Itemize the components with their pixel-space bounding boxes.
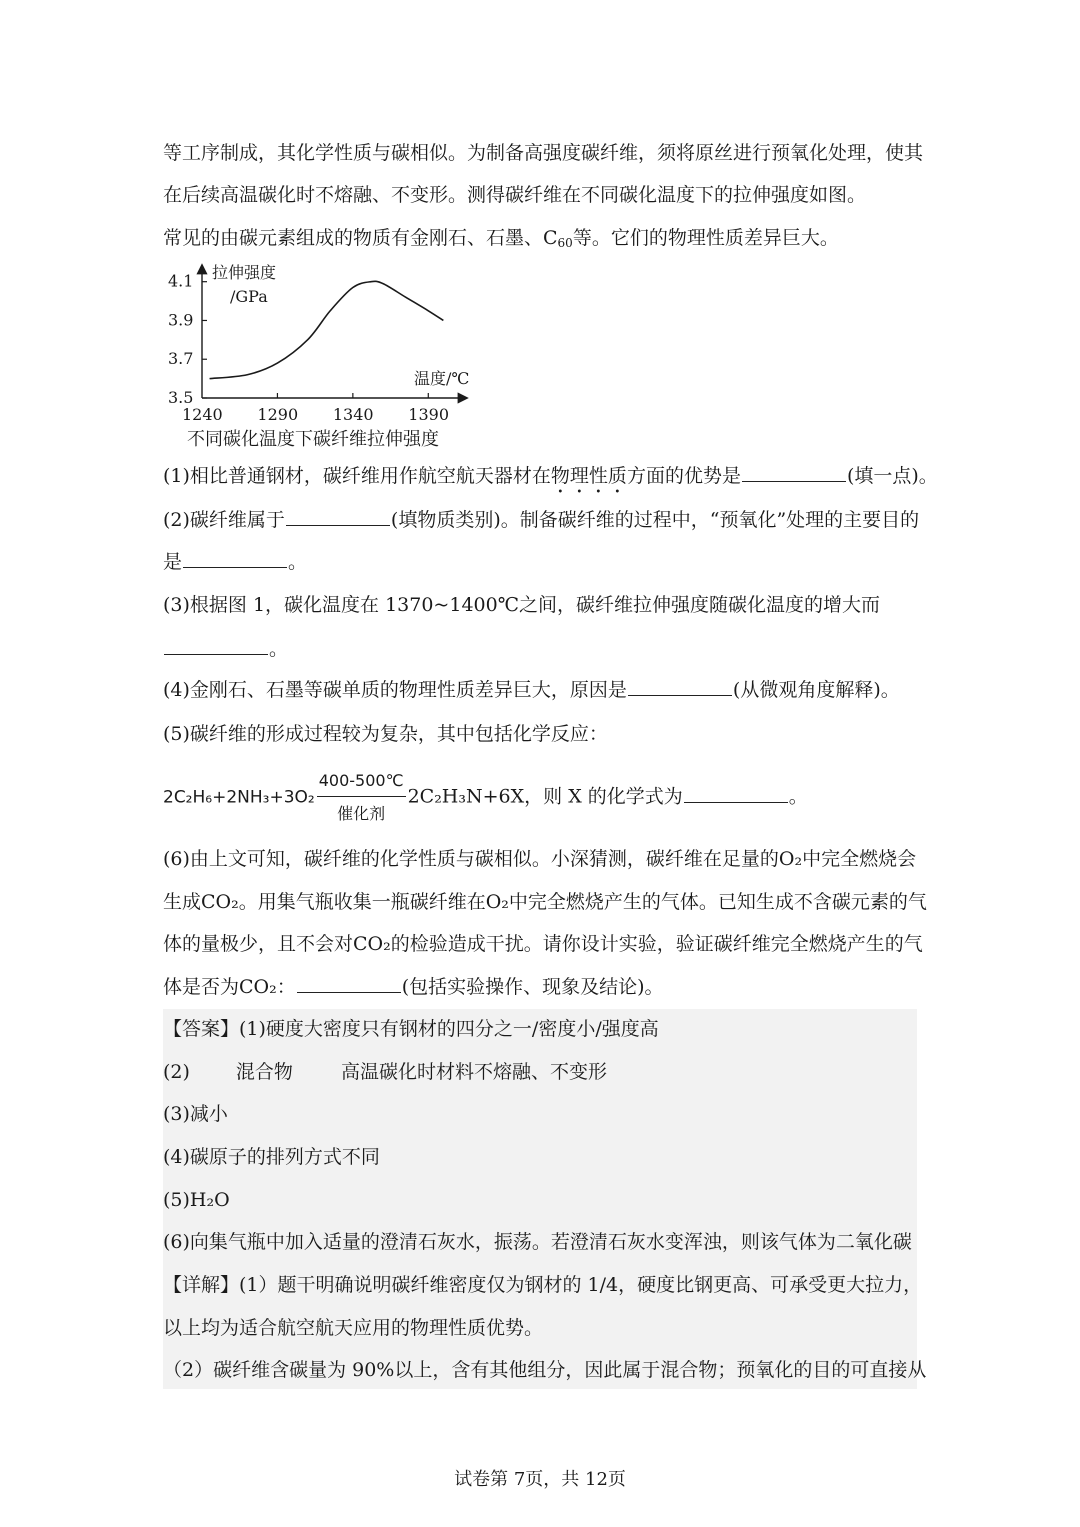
answer-blank[interactable] (742, 463, 846, 482)
intro-line-3: 常见的由碳元素组成的物质有金刚石、石墨、$C_{60}$等。它们的物理性质差异巨大。 (163, 227, 839, 250)
question-2: (2)碳纤维属于 (填物质类别)。制备碳纤维的过程中，“预氧化”处理的主要目的 (163, 509, 920, 531)
x-tick-label: 1290 (257, 405, 299, 424)
question-6-line-3: 体的量极少，且不会对CO₂的检验造成干扰。请你设计实验，验证碳纤维完全燃烧产生的气 (163, 933, 923, 955)
question-3-cont: 。 (163, 636, 288, 662)
answer-blank[interactable] (297, 974, 401, 993)
answer-3: (3)减小 (163, 1103, 228, 1125)
answer-5: (5)H₂O (163, 1189, 230, 1211)
x-axis-label: 温度/℃ (414, 369, 470, 388)
y-tick-label: 4.1 (168, 271, 194, 291)
question-6-line-2: 生成CO₂。用集气瓶收集一瓶碳纤维在O₂中完全燃烧产生的气体。已知生成不含碳元素的气 (163, 891, 927, 913)
question-2-cont: 是 。 (163, 551, 308, 573)
detail-line-2: 以上均为适合航空航天应用的物理性质优势。 (163, 1317, 544, 1339)
y-axis-label-2: /GPa (230, 287, 268, 306)
answer-blank[interactable] (684, 784, 788, 803)
question-1: (1)相比普通钢材，碳纤维用作航空航天器材在物理性质方面的优势是 (填一点)。 (163, 465, 938, 487)
question-6-line-1: (6)由上文可知，碳纤维的化学性质与碳相似。小深猜测，碳纤维在足量的O₂中完全燃烧会 (163, 848, 917, 870)
x-tick-label: 1340 (332, 405, 374, 424)
y-tick-label: 3.7 (168, 349, 194, 369)
detail-line-1: 【详解】(1）题干明确说明碳纤维密度仅为钢材的 1/4，硬度比钢更高、可承受更大拉力， (163, 1274, 923, 1296)
x-tick-label: 1240 (182, 405, 223, 424)
page-footer: 试卷第 7页，共 12页 (454, 1469, 626, 1490)
answer-blank[interactable] (183, 549, 287, 568)
intro-line-2: 在后续高温碳化时不熔融、不变形。测得碳纤维在不同碳化温度下的拉伸强度如图。 (163, 184, 867, 206)
answer-2: (2) 混合物 高温碳化时材料不熔融、不变形 (163, 1061, 607, 1083)
intro-line-1: 等工序制成，其化学性质与碳相似。为制备高强度碳纤维，须将原丝进行预氧化处理，使其 (163, 142, 924, 164)
y-tick-label: 3.5 (168, 388, 194, 407)
answer-blank[interactable] (164, 636, 268, 655)
y-tick-label: 3.9 (168, 310, 194, 330)
answer-1: 【答案】(1)硬度大密度只有钢材的四分之一/密度小/强度高 (163, 1018, 659, 1040)
answer-blank[interactable] (286, 507, 390, 526)
question-5-equation: 2C₂H₆+2NH₃+3O₂ $\frac{400-500℃}{\text{催化剂}}$ 2C₂H₃N+6X，则 X 的化学式为 。 (163, 766, 808, 829)
tensile-strength-chart (160, 258, 480, 428)
answer-blank[interactable] (628, 677, 732, 696)
question-5: (5)碳纤维的形成过程较为复杂，其中包括化学反应： (163, 723, 608, 745)
detail-line-3: （2）碳纤维含碳量为 90%以上，含有其他组分，因此属于混合物；预氧化的目的可直接从 (163, 1359, 927, 1381)
reaction-condition: $\frac{400-500℃}{\text{催化剂}}$ (317, 766, 406, 829)
question-6-line-4: 体是否为CO₂： (包括实验操作、现象及结论)。 (163, 976, 664, 998)
answer-4: (4)碳原子的排列方式不同 (163, 1146, 380, 1168)
question-4: (4)金刚石、石墨等碳单质的物理性质差异巨大，原因是 (从微观角度解释)。 (163, 679, 900, 701)
x-tick-label: 1390 (408, 405, 450, 424)
chart-title: 不同碳化温度下碳纤维拉伸强度 (187, 429, 439, 450)
answer-6: (6)向集气瓶中加入适量的澄清石灰水，振荡。若澄清石灰水变浑浊，则该气体为二氧化碳 (163, 1231, 912, 1253)
y-axis-label-1: 拉伸强度 (212, 263, 277, 282)
question-3: (3)根据图 1，碳化温度在 1370~1400℃之间，碳纤维拉伸强度随碳化温度的增大而 (163, 594, 880, 616)
